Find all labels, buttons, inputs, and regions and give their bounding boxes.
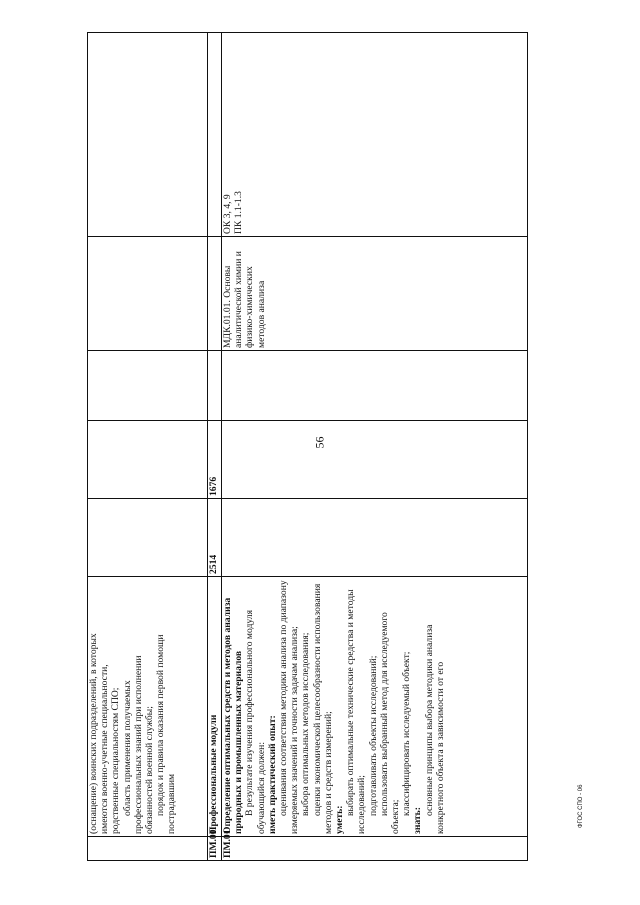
rotated-page <box>87 33 528 861</box>
module-code: ПМ.01 <box>222 837 528 861</box>
table-row <box>88 33 208 861</box>
code-cell <box>88 837 208 861</box>
hours-required: 1676 <box>208 421 222 499</box>
table-row <box>208 33 222 861</box>
table-row <box>222 33 528 861</box>
mdk-cell: МДК.01.01. Основы аналитической химии и физико-химических методов анализа <box>222 237 528 351</box>
module-title: Профессиональные модули <box>208 577 222 837</box>
hours-max: 2514 <box>208 499 222 577</box>
content-continuation: (оснащение) воинских подразделений, в которых имеются военно-учетные специальности, родственные специальностям СПО; область применения получаемых профессиональных знаний при исполнении обязанностей военной службы; порядок и правила оказания первой помощи пострадавшим <box>88 577 208 837</box>
curriculum-table <box>87 32 528 861</box>
competencies-cell: ОК 3, 4, 9 ПК 1.1-1.3 <box>222 33 528 237</box>
module-content: Определение оптимальных средств и методов анализа природных и промышленных материалов В результате изучения профессионального модуля обучающийся должен: иметь практический опыт: оценивания соответствия методики анализа по диапазону измеряемых значений и точности задачам анализа; выбора оптимальных методов исследования; оценки экономической целесообразности использования методов и средств измерений; уметь: выбирать оптимальные технические средства и методы исследований; подготавливать объекты исследований; использовать выбранный метод для исследуемого объекта; классифицировать исследуемый объект; знать: основные принципы выбора методики анализа конкретного объекта в зависимости от его <box>222 577 528 837</box>
page-number: 56 <box>312 436 327 449</box>
footer-label: ФГОС СПО - 06 <box>578 784 584 828</box>
module-code: ПМ.00 <box>208 837 222 861</box>
